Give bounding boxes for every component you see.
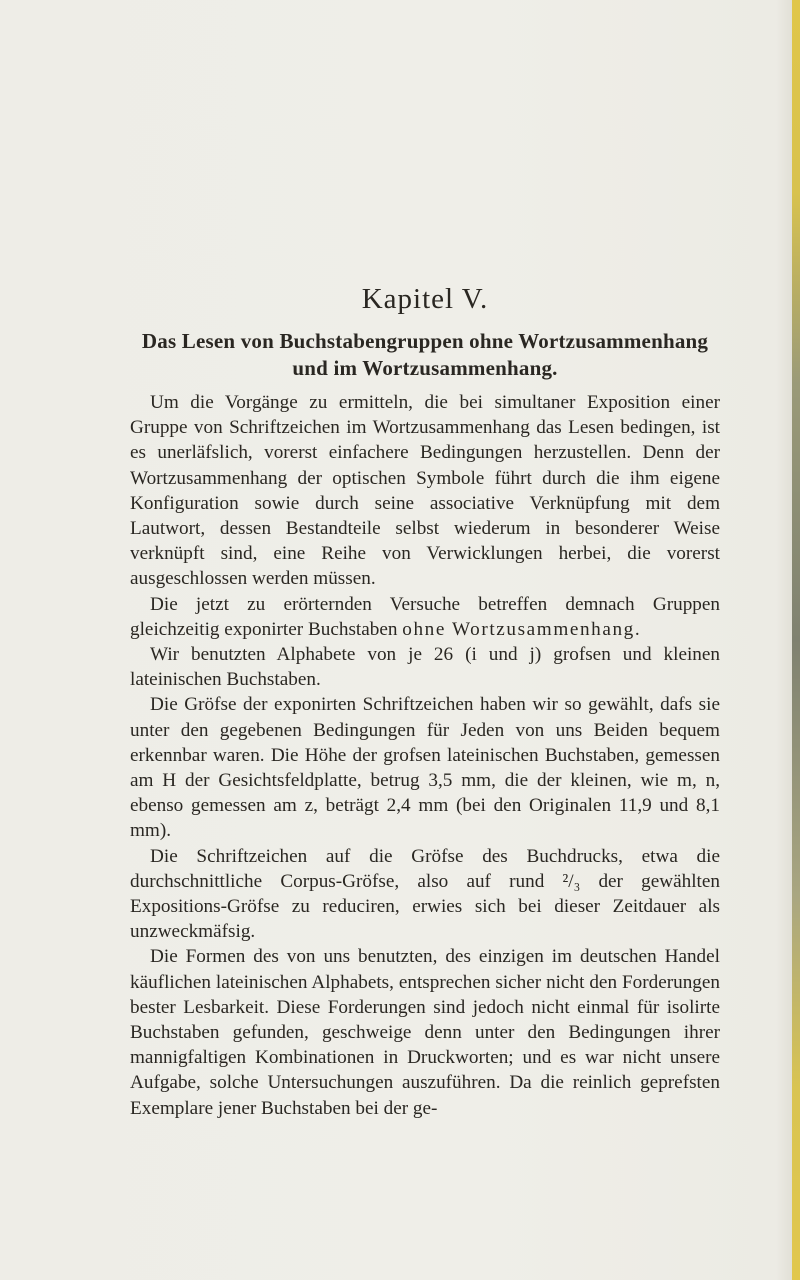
paragraph-1: Um die Vorgänge zu ermitteln, die bei simultaner Exposition einer Gruppe von Schriftzeichen im Wortzusammenhang das Lesen bedingen, ist es unerläfslich, vorerst einfachere Bedingungen herzustellen. Denn der Wortzusammenhang der optischen Symbole führt durch die ihm eigene Konfiguration sowie durch seine associative Verknüpfung mit dem Lautwort, dessen Bestandteile selbst wiederum in besonderer Weise verknüpft sind, eine Reihe von Verwicklungen herbei, die vorerst ausgeschlossen werden müssen. (130, 392, 720, 590)
section-title (130, 328, 720, 382)
paragraph-6: Die Formen des von uns benutzten, des einzigen im deutschen Handel käuflichen lateinischen Alphabets, entsprechen sicher nicht den Forderungen bester Lesbarkeit. Diese Forderungen sind jedoch nicht einmal für isolirte Buchstaben gefunden, geschweige denn unter den Bedingungen ihrer mannigfaltigen Kombinationen in Druckworten; und es war nicht unsere Aufgabe, solche Untersuchungen auszuführen. Da die reinlich geprefsten Exemplare jener Buchstaben bei der ge- (130, 946, 720, 1119)
section-title-line-2: und im Wortzusammenhang. (292, 356, 558, 380)
page-content (130, 282, 720, 1121)
paragraph-2 (130, 592, 720, 642)
page-edge (792, 0, 800, 1280)
paragraph-5: Die Schriftzeichen auf die Gröfse des Buchdrucks, etwa die durchschnittliche Corpus-Gröfse, also auf rund ²/₃ der gewählten Expositions-Gröfse zu reduciren, erwies sich bei dieser Zeitdauer als unzweckmäfsig. (130, 845, 720, 943)
paragraph-4: Die Gröfse der exponirten Schriftzeichen haben wir so gewählt, dafs sie unter den gegebenen Bedingungen für Jeden von uns Beiden bequem erkennbar waren. Die Höhe der grofsen lateinischen Buchstaben, gemessen am H der Gesichtsfeldplatte, betrug 3,5 mm, die der kleinen, wie m, n, ebenso gemessen am z, beträgt 2,4 mm (bei den Originalen 11,9 und 8,1 mm). (130, 694, 720, 842)
paragraph-3: Wir benutzten Alphabete von je 26 (i und j) grofsen und kleinen lateinischen Buchstaben. (130, 644, 720, 691)
chapter-heading: Kapitel V. (361, 283, 489, 315)
paragraph-2-emphasis: ohne Wortzusammenhang. (402, 618, 642, 640)
paragraph-2-lead: Die jetzt zu erörternden Versuche betreffen demnach Gruppen gleichzeitig exponirter Buchstaben (130, 593, 720, 640)
section-title-line-1: Das Lesen von Buchstabengruppen ohne Wortzusammenhang (141, 329, 709, 353)
